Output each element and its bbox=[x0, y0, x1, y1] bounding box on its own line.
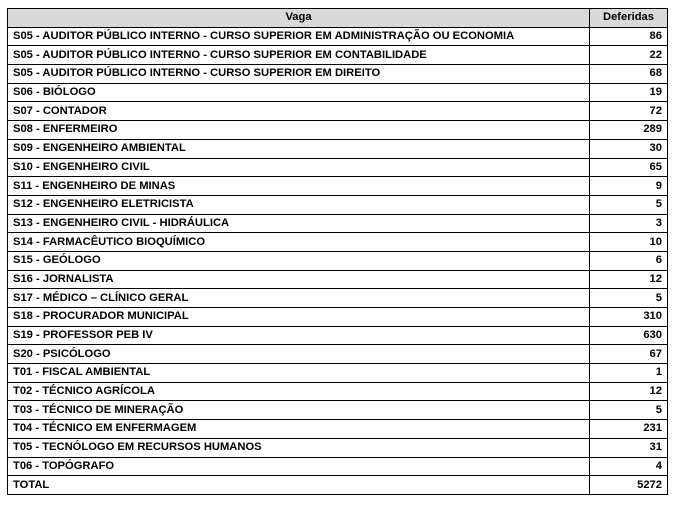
table-row bbox=[8, 270, 668, 289]
vaga-cell: S18 - PROCURADOR MUNICIPAL bbox=[8, 308, 590, 327]
total-row bbox=[8, 476, 668, 495]
vaga-cell: T02 - TÉCNICO AGRÍCOLA bbox=[8, 382, 590, 401]
table-row bbox=[8, 326, 668, 345]
vaga-cell: S08 - ENFERMEIRO bbox=[8, 121, 590, 140]
deferidas-cell: 72 bbox=[590, 102, 668, 121]
deferidas-cell: 4 bbox=[590, 457, 668, 476]
table-header-row bbox=[8, 9, 668, 28]
vaga-cell: S14 - FARMACÊUTICO BIOQUÍMICO bbox=[8, 233, 590, 252]
table-row bbox=[8, 308, 668, 327]
table-row bbox=[8, 382, 668, 401]
vaga-cell: S15 - GEÓLOGO bbox=[8, 251, 590, 270]
vaga-cell: S10 - ENGENHEIRO CIVIL bbox=[8, 158, 590, 177]
deferidas-cell: 10 bbox=[590, 233, 668, 252]
vaga-cell: S13 - ENGENHEIRO CIVIL - HIDRÁULICA bbox=[8, 214, 590, 233]
deferidas-cell: 68 bbox=[590, 65, 668, 84]
deferidas-cell: 31 bbox=[590, 438, 668, 457]
deferidas-cell: 6 bbox=[590, 251, 668, 270]
deferidas-cell: 5 bbox=[590, 289, 668, 308]
deferidas-cell: 5 bbox=[590, 195, 668, 214]
vaga-cell: T06 - TOPÓGRAFO bbox=[8, 457, 590, 476]
deferidas-cell: 3 bbox=[590, 214, 668, 233]
deferidas-cell: 12 bbox=[590, 270, 668, 289]
deferidas-cell: 65 bbox=[590, 158, 668, 177]
table-row bbox=[8, 214, 668, 233]
table-row bbox=[8, 139, 668, 158]
vaga-cell: S12 - ENGENHEIRO ELETRICISTA bbox=[8, 195, 590, 214]
deferidas-cell: 289 bbox=[590, 121, 668, 140]
vaga-cell: T03 - TÉCNICO DE MINERAÇÃO bbox=[8, 401, 590, 420]
deferidas-cell: 67 bbox=[590, 345, 668, 364]
deferidas-cell: 12 bbox=[590, 382, 668, 401]
table-row bbox=[8, 121, 668, 140]
table-row bbox=[8, 65, 668, 84]
vaga-cell: S16 - JORNALISTA bbox=[8, 270, 590, 289]
table-row bbox=[8, 289, 668, 308]
deferidas-cell: 19 bbox=[590, 83, 668, 102]
table-row bbox=[8, 233, 668, 252]
table-row bbox=[8, 345, 668, 364]
table-row bbox=[8, 251, 668, 270]
total-label: TOTAL bbox=[8, 476, 590, 495]
vaga-cell: S05 - AUDITOR PÚBLICO INTERNO - CURSO SUPERIOR EM ADMINISTRAÇÃO OU ECONOMIA bbox=[8, 27, 590, 46]
vaga-cell: S17 - MÉDICO – CLÍNICO GERAL bbox=[8, 289, 590, 308]
deferidas-cell: 231 bbox=[590, 420, 668, 439]
deferidas-cell: 9 bbox=[590, 177, 668, 196]
table-row bbox=[8, 420, 668, 439]
column-header-deferidas: Deferidas bbox=[590, 9, 668, 28]
deferidas-cell: 86 bbox=[590, 27, 668, 46]
table-row bbox=[8, 401, 668, 420]
deferidas-cell: 630 bbox=[590, 326, 668, 345]
table-body bbox=[8, 27, 668, 476]
table-row bbox=[8, 177, 668, 196]
vaga-cell: S05 - AUDITOR PÚBLICO INTERNO - CURSO SUPERIOR EM DIREITO bbox=[8, 65, 590, 84]
deferidas-cell: 1 bbox=[590, 364, 668, 383]
vaga-cell: S06 - BIÓLOGO bbox=[8, 83, 590, 102]
vaga-cell: T05 - TECNÓLOGO EM RECURSOS HUMANOS bbox=[8, 438, 590, 457]
vaga-cell: S20 - PSICÓLOGO bbox=[8, 345, 590, 364]
table-row bbox=[8, 438, 668, 457]
table-row bbox=[8, 46, 668, 65]
column-header-vaga: Vaga bbox=[8, 9, 590, 28]
vaga-cell: T01 - FISCAL AMBIENTAL bbox=[8, 364, 590, 383]
vaga-cell: S19 - PROFESSOR PEB IV bbox=[8, 326, 590, 345]
deferidas-cell: 310 bbox=[590, 308, 668, 327]
total-value: 5272 bbox=[590, 476, 668, 495]
table-row bbox=[8, 27, 668, 46]
table-row bbox=[8, 102, 668, 121]
vaga-cell: S11 - ENGENHEIRO DE MINAS bbox=[8, 177, 590, 196]
table-row bbox=[8, 364, 668, 383]
table-row bbox=[8, 158, 668, 177]
deferidas-cell: 30 bbox=[590, 139, 668, 158]
table-row bbox=[8, 83, 668, 102]
deferidas-cell: 22 bbox=[590, 46, 668, 65]
table-row bbox=[8, 457, 668, 476]
table-row bbox=[8, 195, 668, 214]
deferidas-cell: 5 bbox=[590, 401, 668, 420]
vaga-cell: S09 - ENGENHEIRO AMBIENTAL bbox=[8, 139, 590, 158]
vagas-table bbox=[7, 8, 668, 495]
vaga-cell: S07 - CONTADOR bbox=[8, 102, 590, 121]
vaga-cell: T04 - TÉCNICO EM ENFERMAGEM bbox=[8, 420, 590, 439]
vaga-cell: S05 - AUDITOR PÚBLICO INTERNO - CURSO SUPERIOR EM CONTABILIDADE bbox=[8, 46, 590, 65]
